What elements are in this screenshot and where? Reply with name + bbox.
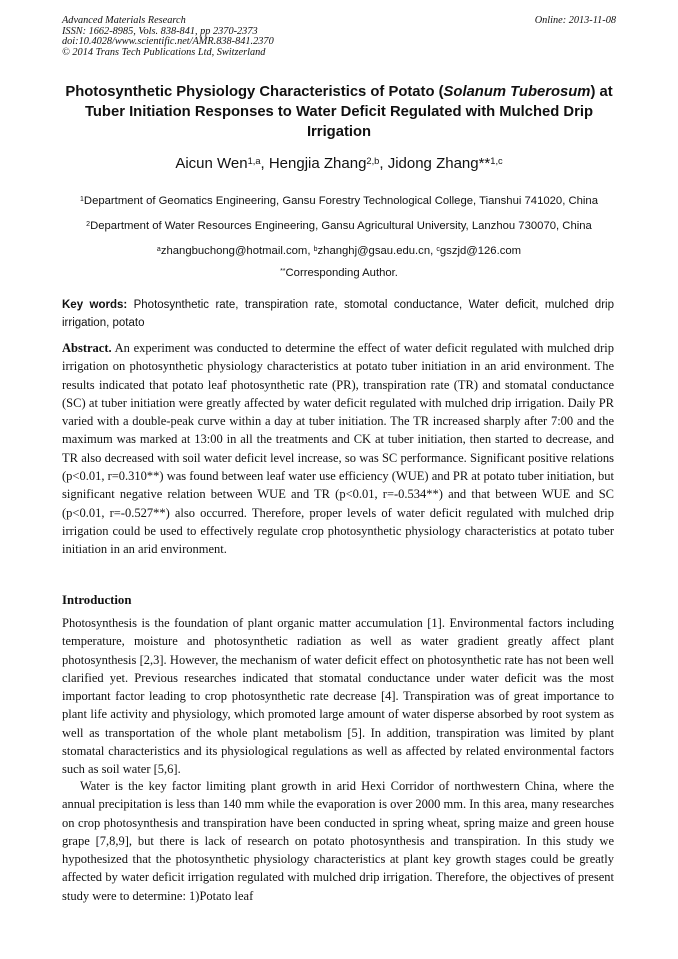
abstract-label: Abstract.: [62, 341, 112, 355]
affiliation-2: [40, 219, 638, 233]
email-c: gszjd@126.com: [439, 245, 522, 257]
issn-line: ISSN: 1662-8985, Vols. 838-841, pp 2370-2373: [62, 25, 258, 37]
author-2: , Hengjia Zhang: [260, 155, 367, 172]
title-part-2: ) at Tuber Initiation Responses to Water Deficit Regulated with Mulched Drip Irrigation: [84, 84, 613, 140]
affiliation-2-mark: 2: [86, 220, 91, 228]
paper-title: [62, 82, 616, 142]
affiliation-1: [40, 194, 638, 208]
affiliation-1-text: Department of Geomatics Engineering, Gansu Forestry Technological College, Tianshui 741020, China: [83, 195, 598, 207]
corresponding-author-note: [40, 266, 638, 280]
email-c-mark: c: [436, 245, 440, 253]
introduction-paragraph-2: Water is the key factor limiting plant growth in arid Hexi Corridor of northwestern China, where the annual precipitation is less than 140 mm while the evaporation is over 2000 mm. In this area, many researches on crop photosynthesis and transpiration have been conducted in spring wheat, spring maize and green house grape [7,8,9], but there is lack of research on potato photosynthesis and transpiration. In this study we hypothesized that the photosynthetic physiology characteristics at plant key growth stages could be greatly affected by water deficit irrigation regulated with mulched drip irrigation. Therefore, the objectives of present study were to determine: 1)Potato leaf: [62, 779, 614, 903]
corresponding-mark: **: [280, 267, 286, 275]
corresponding-text: Corresponding Author.: [285, 267, 398, 279]
author-3-affiliation-mark: 1,c: [490, 155, 503, 166]
affiliation-2-text: Department of Water Resources Engineering, Gansu Agricultural University, Lanzhou 730070, China: [90, 220, 592, 232]
abstract-text: An experiment was conducted to determine the effect of water deficit regulated with mulched drip irrigation on photosynthetic physiology characteristics at potato tuber initiation in an arid environment. The results indicated that potato leaf photosynthetic rate (PR), transpiration rate (TR) and stomatal conductance (SC) at tuber initiation were greatly affected by water deficit regulated with mulched drip irrigation. Daily PR varied with a double-peak curve within a day at tuber initiation. The TR increased sharply after 7:00 and the maximum was marked at 13:00 in all the treatments and CK at tuber initiation, then started to decrease, and TR also decreased with soil water deficit level increase, so was SC performance. Significant positive relations (p<0.01, r=0.310**) was found between leaf water use efficiency (WUE) and PR at potato tuber initiation, but significant negative relation between WUE and TR (p<0.01, r=-0.534**) and that between WUE and SC (p<0.01, r=-0.527**) also occurred. Therefore, proper levels of water deficit regulated with mulched drip irrigation could be used to effectively regulate crop photosynthetic physiology characteristics at potato tuber initiation in an arid environment.: [62, 341, 614, 557]
author-list: [62, 154, 616, 174]
title-species: Solanum Tuberosum: [443, 84, 591, 100]
affiliation-1-mark: 1: [80, 195, 84, 203]
section-heading-introduction: Introduction: [62, 593, 132, 607]
journal-name: Advanced Materials Research: [62, 15, 186, 26]
keywords-label: Key words:: [62, 299, 128, 311]
author-2-affiliation-mark: 2,b: [366, 155, 380, 166]
doi-line: doi:10.4028/www.scientific.net/AMR.838-841.2370: [62, 36, 274, 48]
keywords: [62, 296, 614, 332]
abstract: [62, 339, 614, 559]
copyright-line: © 2014 Trans Tech Publications Ltd, Switzerland: [62, 47, 266, 59]
email-b: zhanghj@gsau.edu.cn,: [317, 245, 437, 257]
author-3: , Jidong Zhang**: [379, 155, 491, 172]
journal-header: [62, 16, 274, 59]
title-part-1: Photosynthetic Physiology Characteristics of Potato (: [65, 84, 444, 100]
author-1-affiliation-mark: 1,a: [247, 155, 261, 166]
author-emails: [40, 244, 638, 258]
author-1: Aicun Wen: [175, 155, 248, 172]
introduction-paragraph-1: Photosynthesis is the foundation of plant organic matter accumulation [1]. Environmental factors including temperature, moisture and photosynthetic radiation as well as water gradient greatly affect plant photosynthesis [2,3]. However, the mechanism of water deficit effect on photosynthetic rate has not been well clarified yet. Previous researches indicated that stomatal conductance under water deficit was the most important factor leading to crop photosynthetic rate decrease [4]. Transpiration was of great importance to plant life activity and physiology, which promoted large amount of water disperse absorbed by root system as well as transportation of the whole plant metabolism [5]. In addition, transpiration was limited by plant stomatal characteristics and its physiological regulations as well as affected by related environmental factors such as soil water [5,6].: [62, 616, 614, 777]
email-b-mark: b: [313, 245, 318, 253]
email-a-mark: a: [156, 245, 161, 253]
email-a: zhangbuchong@hotmail.com,: [160, 245, 314, 257]
keywords-text: Photosynthetic rate, transpiration rate, stomotal conductance, Water deficit, mulched drip irrigation, potato: [62, 299, 614, 329]
online-date: Online: 2013-11-08: [534, 15, 616, 26]
